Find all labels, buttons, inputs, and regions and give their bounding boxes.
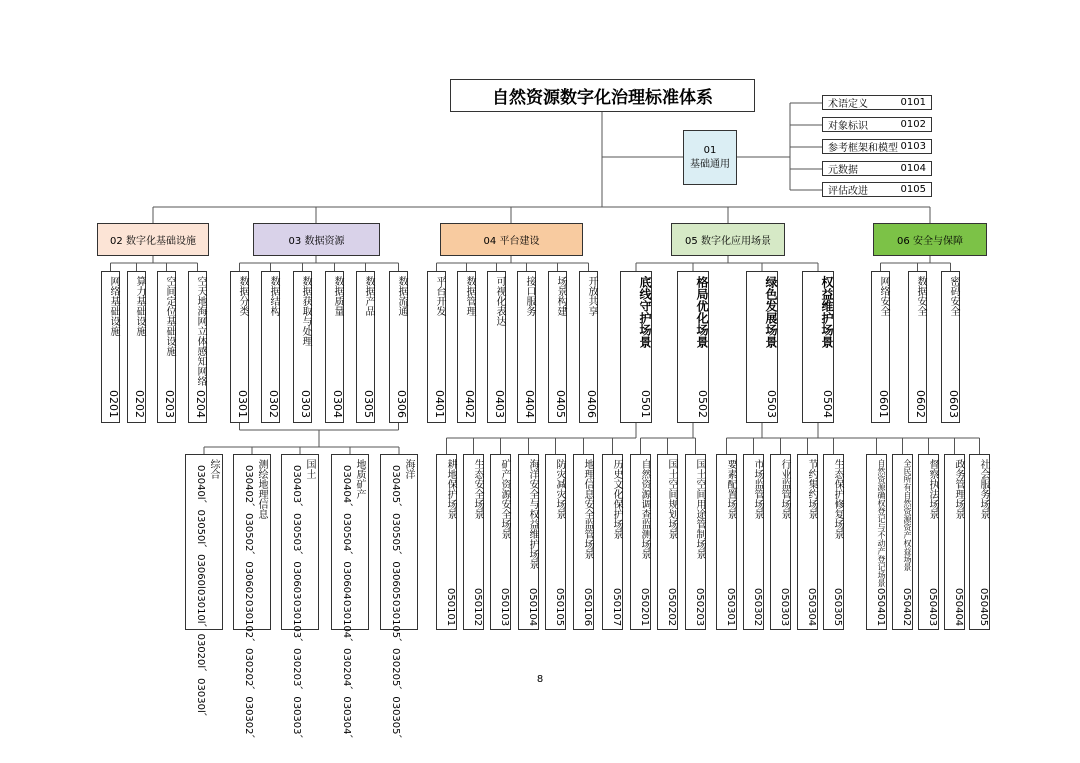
standard-node-0504 bbox=[802, 271, 834, 423]
scene-node-050102 bbox=[463, 454, 484, 630]
term-label: 参考框架和模型 bbox=[828, 143, 898, 154]
standard-node-0302 bbox=[261, 271, 280, 423]
scene-node-code: 050304 bbox=[806, 587, 817, 626]
data-domain-code-line: 030404、030504、030604 bbox=[341, 465, 352, 600]
data-domain-code-line: 030103、030203、030303、 bbox=[291, 599, 302, 745]
standard-node-name: 数据管理 bbox=[464, 276, 475, 316]
standard-node-0405 bbox=[548, 271, 567, 423]
standard-node-name: 场景构建 bbox=[555, 276, 566, 316]
scene-node-050105 bbox=[545, 454, 566, 630]
standard-node-code: 0501 bbox=[639, 390, 652, 418]
scene-node-name: 耕地保护场景 bbox=[445, 459, 456, 519]
scene-node-050103 bbox=[490, 454, 511, 630]
standard-node-code: 0406 bbox=[585, 390, 598, 418]
standard-node-0306 bbox=[389, 271, 408, 423]
scene-node-code: 050301 bbox=[725, 587, 736, 626]
standard-node-0201 bbox=[101, 271, 120, 423]
standard-node-0301 bbox=[230, 271, 249, 423]
standard-node-0401 bbox=[427, 271, 446, 423]
term-node-0105 bbox=[822, 182, 932, 197]
scene-node-name: 要素配置场景 bbox=[725, 459, 736, 519]
data-domain-code-line: 030102、030202、030302、 bbox=[243, 599, 254, 745]
data-domain-name: 综合 bbox=[208, 459, 219, 479]
data-domain-code-line: 03040l、03050l、03060l bbox=[195, 465, 206, 589]
data-domain-codes bbox=[243, 465, 254, 744]
term-code: 0102 bbox=[900, 119, 926, 130]
standard-node-code: 0502 bbox=[696, 390, 709, 418]
data-domain-name: 测绘地理信息 bbox=[256, 459, 267, 519]
category-04-platform-construction: 04 平台建设 bbox=[440, 223, 583, 256]
data-domain-code-line: 030405、030505、030605 bbox=[390, 465, 401, 600]
standard-node-name: 数据获取与处理 bbox=[300, 276, 311, 346]
standard-node-name: 开放共享 bbox=[586, 276, 597, 316]
standard-node-code: 0204 bbox=[194, 390, 207, 418]
standard-node-code: 0603 bbox=[947, 390, 960, 418]
term-node-0103 bbox=[822, 139, 932, 154]
data-domain-code-line: 030402、030502、030602 bbox=[243, 465, 254, 600]
data-domain-code-line: 030105、030205、030305、 bbox=[390, 599, 401, 745]
scene-node-code: 050105 bbox=[554, 587, 565, 626]
scene-node-code: 050106 bbox=[582, 587, 593, 626]
scene-node-050402 bbox=[892, 454, 913, 630]
scene-node-code: 050102 bbox=[472, 587, 483, 626]
data-domain-name: 国土 bbox=[304, 459, 315, 479]
standard-node-name: 权益维护场景 bbox=[820, 276, 834, 348]
scene-node-name: 生态安全场景 bbox=[472, 459, 483, 519]
scene-node-name: 社会服务场景 bbox=[978, 459, 989, 519]
data-domain-node bbox=[185, 454, 223, 723]
scene-node-code: 050305 bbox=[832, 587, 843, 626]
data-domain-name: 海洋 bbox=[403, 459, 414, 479]
scene-node-name: 历史文化保护场景 bbox=[611, 459, 622, 539]
scene-node-050304 bbox=[797, 454, 818, 630]
standard-node-0402 bbox=[457, 271, 476, 423]
standard-node-code: 0201 bbox=[107, 390, 120, 418]
term-code: 0101 bbox=[900, 97, 926, 108]
scene-node-050101 bbox=[436, 454, 457, 630]
category-02-digital-infrastructure: 02 数字化基础设施 bbox=[97, 223, 209, 256]
standard-node-0404 bbox=[517, 271, 536, 423]
standard-node-0602 bbox=[908, 271, 927, 423]
standard-node-code: 0305 bbox=[362, 390, 375, 418]
scene-node-code: 050107 bbox=[611, 587, 622, 626]
scene-node-050404 bbox=[944, 454, 965, 630]
standard-node-0203 bbox=[157, 271, 176, 423]
scene-node-name: 国土空间用途管制场景 bbox=[694, 459, 705, 559]
standard-node-name: 绿色发展场景 bbox=[764, 276, 778, 348]
standard-node-name: 数据流通 bbox=[396, 276, 407, 316]
standard-node-name: 数据质量 bbox=[332, 276, 343, 316]
standard-node-0303 bbox=[293, 271, 312, 423]
standard-node-code: 0405 bbox=[554, 390, 567, 418]
page-number: 8 bbox=[536, 674, 544, 685]
data-domain-name: 地质矿产 bbox=[354, 459, 365, 499]
term-node-0101 bbox=[822, 95, 932, 110]
category-05-digital-application-scenes: 05 数字化应用场景 bbox=[671, 223, 785, 256]
standard-node-name: 网络基础设施 bbox=[108, 276, 119, 336]
scene-node-050303 bbox=[770, 454, 791, 630]
scene-node-name: 地理信息安全监管场景 bbox=[582, 459, 593, 559]
scene-node-code: 050404 bbox=[953, 587, 964, 626]
scene-node-code: 050405 bbox=[978, 587, 989, 626]
scene-node-code: 050403 bbox=[927, 587, 938, 626]
standard-node-name: 格局优化场景 bbox=[695, 276, 709, 348]
scene-node-name: 国土空间规划场景 bbox=[666, 459, 677, 539]
standard-node-name: 空间定位基础设施 bbox=[164, 276, 175, 356]
standard-node-code: 0401 bbox=[433, 390, 446, 418]
standard-node-code: 0504 bbox=[821, 390, 834, 418]
data-domain-codes bbox=[341, 465, 352, 744]
scene-node-050405 bbox=[969, 454, 990, 630]
standard-node-name: 数据产品 bbox=[363, 276, 374, 316]
scene-node-name: 督察执法场景 bbox=[927, 459, 938, 519]
data-domain-code-line: 030104、030204、030304、 bbox=[341, 599, 352, 745]
data-domain-node bbox=[380, 454, 418, 745]
scene-node-name: 自然资源调查监测场景 bbox=[639, 459, 650, 559]
standard-node-code: 0202 bbox=[133, 390, 146, 418]
scene-node-name: 防灾减灾场景 bbox=[554, 459, 565, 519]
term-label: 评估改进 bbox=[828, 186, 868, 197]
scene-node-050203 bbox=[685, 454, 706, 630]
standard-node-code: 0302 bbox=[267, 390, 280, 418]
term-label: 元数据 bbox=[828, 165, 858, 176]
data-domain-node bbox=[331, 454, 369, 745]
standard-node-code: 0404 bbox=[523, 390, 536, 418]
standard-node-name: 空天地海网立体感知网络 bbox=[195, 276, 206, 386]
scene-node-name: 自然资源确权登记与不动产登记场景 bbox=[877, 459, 886, 587]
scene-node-name: 节约集约场景 bbox=[806, 459, 817, 519]
scene-node-050201 bbox=[630, 454, 651, 630]
standard-node-code: 0403 bbox=[493, 390, 506, 418]
standard-node-0503 bbox=[746, 271, 778, 423]
scene-node-050107 bbox=[602, 454, 623, 630]
root-node-code: 01 bbox=[703, 145, 717, 156]
standard-node-code: 0303 bbox=[299, 390, 312, 418]
standard-node-code: 0304 bbox=[331, 390, 344, 418]
term-code: 0104 bbox=[900, 163, 926, 174]
scene-node-050403 bbox=[918, 454, 939, 630]
scene-node-code: 050101 bbox=[445, 587, 456, 626]
data-domain-codes bbox=[291, 465, 302, 744]
scene-node-code: 050202 bbox=[666, 587, 677, 626]
standard-node-code: 0306 bbox=[395, 390, 408, 418]
standard-node-0502 bbox=[677, 271, 709, 423]
standard-node-name: 底线守护场景 bbox=[638, 276, 652, 348]
root-node-label: 基础通用 bbox=[690, 158, 730, 170]
term-label: 术语定义 bbox=[828, 99, 868, 110]
root-node-basic-general bbox=[683, 130, 737, 185]
scene-node-name: 矿产资源安全场景 bbox=[499, 459, 510, 539]
standard-node-name: 密码安全 bbox=[948, 276, 959, 316]
data-domain-codes bbox=[390, 465, 401, 744]
scene-node-code: 050203 bbox=[694, 587, 705, 626]
standard-node-code: 0602 bbox=[914, 390, 927, 418]
scene-node-050401 bbox=[866, 454, 887, 630]
standard-node-name: 可视化表达 bbox=[494, 276, 505, 326]
standard-node-0305 bbox=[356, 271, 375, 423]
standard-node-code: 0601 bbox=[877, 390, 890, 418]
scene-node-code: 050103 bbox=[499, 587, 510, 626]
standard-node-0501 bbox=[620, 271, 652, 423]
scene-node-name: 行业监管场景 bbox=[779, 459, 790, 519]
term-code: 0105 bbox=[900, 184, 926, 195]
scene-node-050104 bbox=[518, 454, 539, 630]
scene-node-code: 050302 bbox=[752, 587, 763, 626]
standard-node-name: 数据结构 bbox=[268, 276, 279, 316]
category-06-security-assurance: 06 安全与保障 bbox=[873, 223, 987, 256]
term-label: 对象标识 bbox=[828, 121, 868, 132]
standard-node-code: 0203 bbox=[163, 390, 176, 418]
category-03-data-resources: 03 数据资源 bbox=[253, 223, 380, 256]
standard-node-code: 0402 bbox=[463, 390, 476, 418]
standard-node-0304 bbox=[325, 271, 344, 423]
standard-node-name: 数据安全 bbox=[915, 276, 926, 316]
scene-node-name: 海洋安全与权益维护场景 bbox=[527, 459, 538, 569]
term-code: 0103 bbox=[900, 141, 926, 152]
scene-node-code: 050402 bbox=[901, 587, 912, 626]
scene-node-050305 bbox=[823, 454, 844, 630]
scene-node-050302 bbox=[743, 454, 764, 630]
data-domain-node bbox=[233, 454, 271, 745]
scene-node-code: 050104 bbox=[527, 587, 538, 626]
data-domain-code-line: 030403、030503、030603 bbox=[291, 465, 302, 600]
standard-node-0406 bbox=[579, 271, 598, 423]
scene-node-code: 050401 bbox=[875, 587, 886, 626]
standard-node-name: 数据分类 bbox=[237, 276, 248, 316]
standard-node-code: 0503 bbox=[765, 390, 778, 418]
scene-node-name: 生态保护修复场景 bbox=[832, 459, 843, 539]
diagram-title: 自然资源数字化治理标准体系 bbox=[450, 79, 755, 112]
standard-node-name: 网络安全 bbox=[878, 276, 889, 316]
standard-node-0403 bbox=[487, 271, 506, 423]
scene-node-name: 全民所有自然资源资产权益场景 bbox=[903, 459, 912, 571]
scene-node-name: 市场监管场景 bbox=[752, 459, 763, 519]
scene-node-050106 bbox=[573, 454, 594, 630]
standard-node-0202 bbox=[127, 271, 146, 423]
scene-node-050301 bbox=[716, 454, 737, 630]
standard-node-0204 bbox=[188, 271, 207, 423]
scene-node-name: 政务管理场景 bbox=[953, 459, 964, 519]
data-domain-code-line: 03010l、03020l、03030l、 bbox=[195, 588, 206, 723]
data-domain-node bbox=[281, 454, 319, 745]
standard-node-name: 接口服务 bbox=[524, 276, 535, 316]
term-node-0102 bbox=[822, 117, 932, 132]
standard-node-code: 0301 bbox=[236, 390, 249, 418]
term-node-0104 bbox=[822, 161, 932, 176]
scene-node-code: 050201 bbox=[639, 587, 650, 626]
standard-node-name: 算力基础设施 bbox=[134, 276, 145, 336]
scene-node-050202 bbox=[657, 454, 678, 630]
standard-node-0601 bbox=[871, 271, 890, 423]
scene-node-code: 050303 bbox=[779, 587, 790, 626]
standard-node-0603 bbox=[941, 271, 960, 423]
standard-node-name: 平台开发 bbox=[434, 276, 445, 316]
